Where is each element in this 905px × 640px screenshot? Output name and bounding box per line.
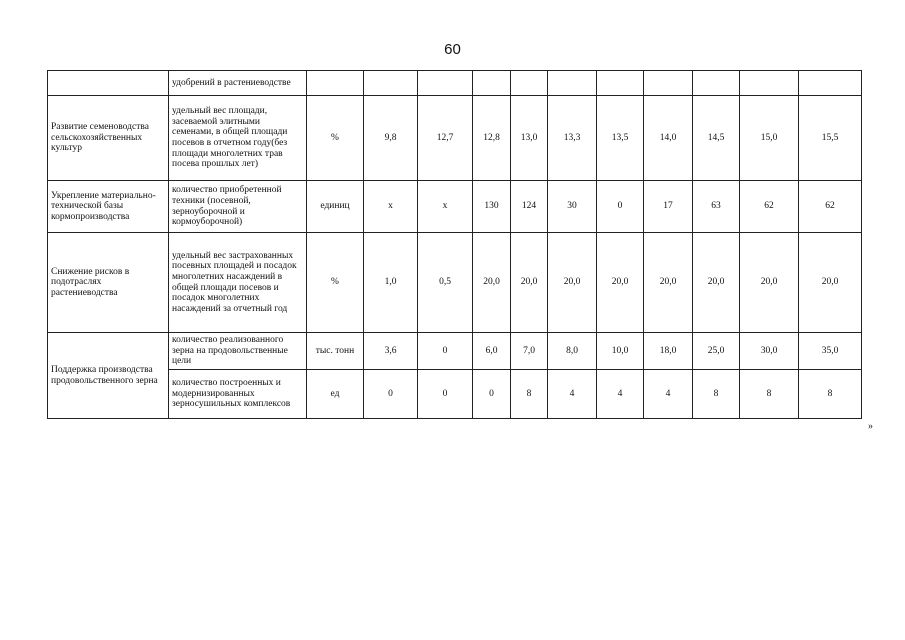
value-cell [511,71,548,96]
value-cell: 7,0 [511,333,548,370]
value-cell: 8 [693,370,740,419]
value-cell: 0 [597,181,644,233]
table-row [48,96,862,181]
value-cell: 18,0 [644,333,693,370]
unit-cell: % [307,233,364,333]
value-cell: 4 [548,370,597,419]
direction-cell: Поддержка производства продовольственного зерна [48,333,169,419]
value-cell: 14,0 [644,96,693,181]
value-cell [418,71,473,96]
table-row [48,333,862,370]
value-cell: 130 [473,181,511,233]
value-cell: 30 [548,181,597,233]
value-cell [799,71,862,96]
value-cell: 20,0 [740,233,799,333]
value-cell [597,71,644,96]
value-cell: 9,8 [364,96,418,181]
indicator-cell: количество приобретенной техники (посевной, зерноуборочной и кормоуборочной) [169,181,307,233]
value-cell: 20,0 [693,233,740,333]
unit-cell: % [307,96,364,181]
value-cell: 0 [418,370,473,419]
value-cell: 8 [799,370,862,419]
indicator-cell: количество реализованного зерна на продовольственные цели [169,333,307,370]
value-cell: 1,0 [364,233,418,333]
value-cell: 20,0 [511,233,548,333]
value-cell: 13,0 [511,96,548,181]
direction-cell: Укрепление материально-технической базы кормопроизводства [48,181,169,233]
indicators-table [47,70,862,419]
value-cell: х [418,181,473,233]
value-cell: 20,0 [597,233,644,333]
value-cell: 63 [693,181,740,233]
value-cell: 0 [418,333,473,370]
direction-cell: Развитие семеноводства сельскохозяйственных культур [48,96,169,181]
value-cell: 124 [511,181,548,233]
table-row [48,370,862,419]
value-cell: 13,3 [548,96,597,181]
value-cell: 8,0 [548,333,597,370]
value-cell: 4 [597,370,644,419]
value-cell: 8 [740,370,799,419]
page-number: 60 [444,41,461,58]
indicator-cell: удельный вес застрахованных посевных площадей и посадок многолетних насаждений в общей площади посевов и посадок многолетних насаждений за отчетный год [169,233,307,333]
value-cell: 20,0 [548,233,597,333]
value-cell: 8 [511,370,548,419]
value-cell: 15,5 [799,96,862,181]
value-cell: 12,8 [473,96,511,181]
table-row [48,233,862,333]
unit-cell [307,71,364,96]
indicator-cell: удельный вес площади, засеваемой элитными семенами, в общей площади посевов в отчетном году(без площади многолетних трав посева прошлых лет) [169,96,307,181]
value-cell: 6,0 [473,333,511,370]
value-cell: 17 [644,181,693,233]
unit-cell: тыс. тонн [307,333,364,370]
value-cell: 14,5 [693,96,740,181]
value-cell: 25,0 [693,333,740,370]
direction-cell: Снижение рисков в подотраслях растениеводства [48,233,169,333]
value-cell [473,71,511,96]
value-cell: 10,0 [597,333,644,370]
value-cell: 0,5 [418,233,473,333]
value-cell [693,71,740,96]
closing-quote-mark: » [868,421,873,432]
value-cell: 0 [364,370,418,419]
table-row [48,71,862,96]
direction-cell [48,71,169,96]
value-cell [644,71,693,96]
indicator-cell: количество построенных и модернизированных зерносушильных комплексов [169,370,307,419]
value-cell [740,71,799,96]
unit-cell: единиц [307,181,364,233]
value-cell [548,71,597,96]
value-cell: 12,7 [418,96,473,181]
indicator-cell: удобрений в растениеводстве [169,71,307,96]
value-cell: 62 [740,181,799,233]
value-cell: 20,0 [644,233,693,333]
value-cell: 20,0 [799,233,862,333]
value-cell: 15,0 [740,96,799,181]
table-row [48,181,862,233]
value-cell: 13,5 [597,96,644,181]
value-cell: х [364,181,418,233]
value-cell: 3,6 [364,333,418,370]
value-cell: 35,0 [799,333,862,370]
value-cell: 30,0 [740,333,799,370]
value-cell: 20,0 [473,233,511,333]
value-cell [364,71,418,96]
unit-cell: ед [307,370,364,419]
value-cell: 0 [473,370,511,419]
value-cell: 62 [799,181,862,233]
value-cell: 4 [644,370,693,419]
